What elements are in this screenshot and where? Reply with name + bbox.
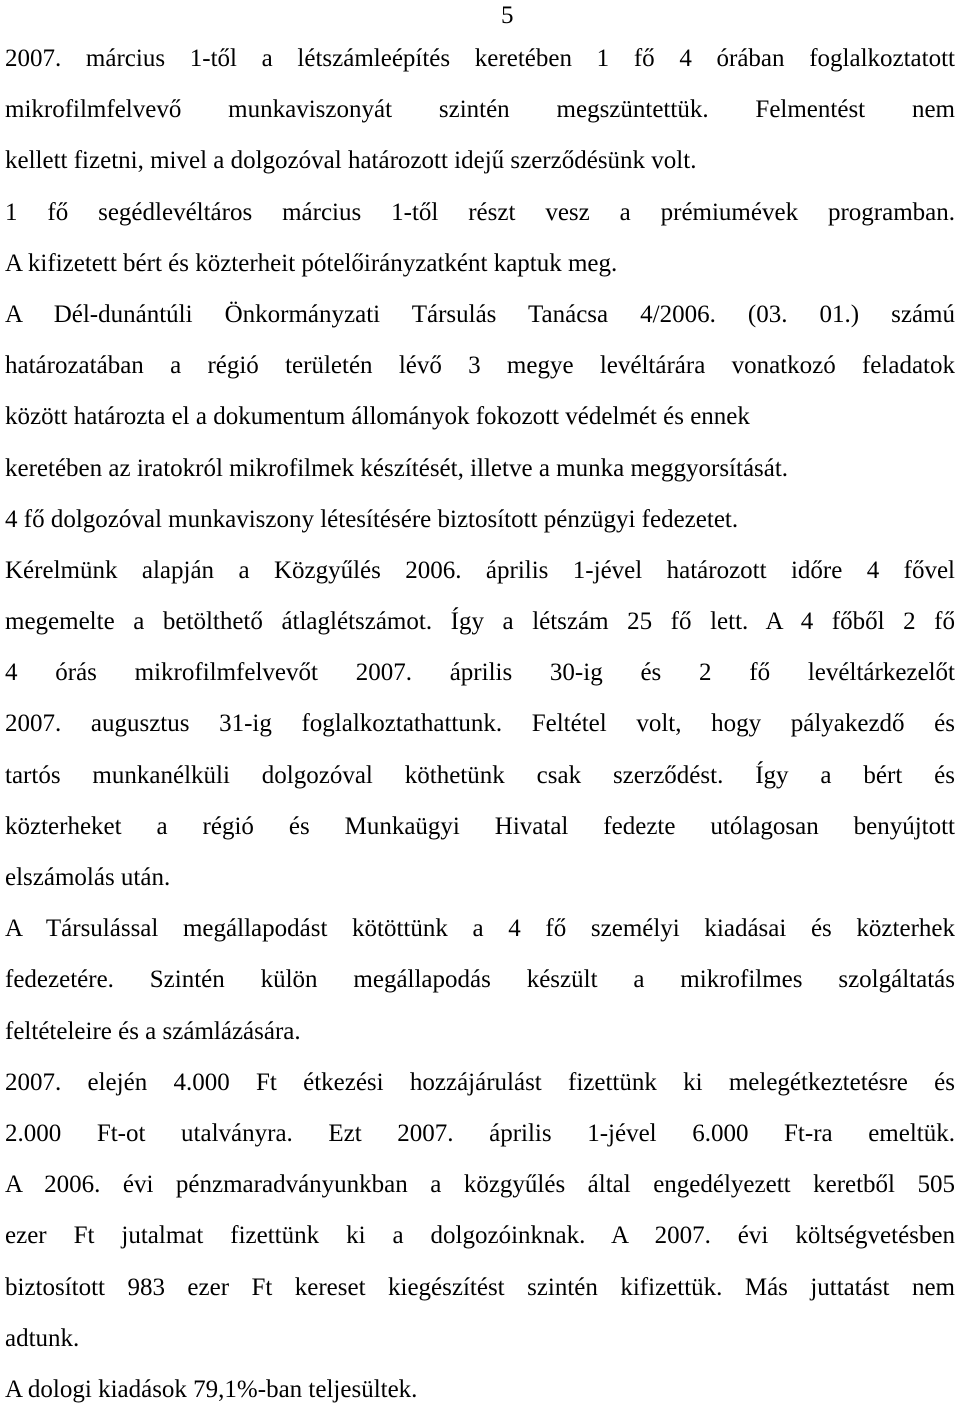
text-line: megemelte a betölthető átlaglétszámot. Így a létszám 25 fő lett. A 4 főből 2 fő [5,608,955,636]
text-line: Kérelmünk alapján a Közgyűlés 2006. április 1-jével határozott időre 4 fővel [5,556,955,584]
text-line: A 2006. évi pénzmaradványunkban a közgyűlés által engedélyezett keretből 505 [5,1171,955,1199]
text-line: között határozta el a dokumentum állományok fokozott védelmét és ennek [5,403,750,431]
text-line: A Társulással megállapodást kötöttünk a 4 fő személyi kiadásai és közterhek [5,915,955,943]
page-number: 5 [501,2,514,29]
text-line: 4 fő dolgozóval munkaviszony létesítésére biztosított pénzügyi fedezetet. [5,505,739,533]
text-line: 4 órás mikrofilmfelvevőt 2007. április 30-ig és 2 fő levéltárkezelőt [5,659,955,687]
text-line: 1 fő segédlevéltáros március 1-től részt vesz a prémiumévek programban. [5,198,955,226]
text-line: 2007. augusztus 31-ig foglalkoztathattunk. Feltétel volt, hogy pályakezdő és [5,710,955,738]
text-line: közterheket a régió és Munkaügyi Hivatal fedezte utólagosan benyújtott [5,812,955,840]
text-line: A kifizetett bért és közterheit pótelőirányzatként kaptuk meg. [5,249,618,277]
text-line: 2007. elején 4.000 Ft étkezési hozzájárulást fizettünk ki melegétkeztetésre és [5,1068,955,1096]
text-line: kellett fizetni, mivel a dolgozóval határozott idejű szerződésünk volt. [5,147,697,175]
text-line: elszámolás után. [5,864,171,891]
document-body [5,33,955,1415]
text-line: 2007. március 1-től a létszámleépítés keretében 1 fő 4 órában foglalkoztatott [5,45,955,72]
text-line: feltételeire és a számlázására. [5,1017,301,1045]
text-line: határozatában a régió területén lévő 3 megye levéltárára vonatkozó feladatok [5,352,955,380]
text-line: ezer Ft jutalmat fizettünk ki a dolgozóinknak. A 2007. évi költségvetésben [5,1222,955,1250]
text-line: A Dél-dunántúli Önkormányzati Társulás Tanácsa 4/2006. (03. 01.) számú [5,300,955,328]
text-line: fedezetére. Szintén külön megállapodás készült a mikrofilmes szolgáltatás [5,966,955,994]
text-line: keretében az iratokról mikrofilmek készítését, illetve a munka meggyorsítását. [5,454,789,482]
text-line: adtunk. [5,1324,80,1352]
text-line: 2.000 Ft-ot utalványra. Ezt 2007. április 1-jével 6.000 Ft-ra emeltük. [5,1119,955,1147]
text-line: tartós munkanélküli dolgozóval köthetünk csak szerződést. Így a bért és [5,761,955,789]
text-line: biztosított 983 ezer Ft kereset kiegészítést szintén kifizettük. Más juttatást nem [5,1273,955,1301]
text-line: A dologi kiadások 79,1%-ban teljesültek. [5,1375,418,1403]
text-line: mikrofilmfelvevő munkaviszonyát szintén megszüntettük. Felmentést nem [5,96,955,124]
